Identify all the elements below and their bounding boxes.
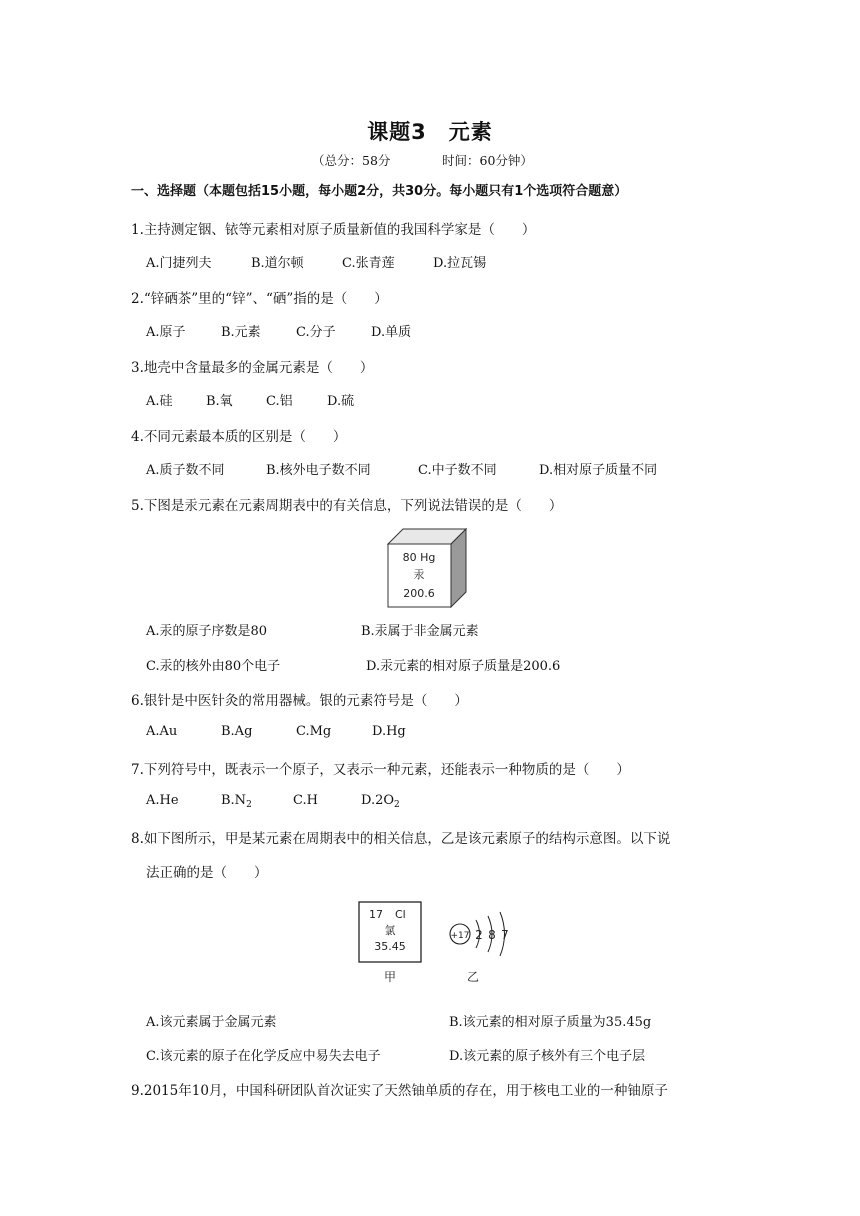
q2-option-b: B.元素: [221, 325, 261, 340]
q7-option-d-text: D.2O: [361, 793, 395, 808]
question-2: 2.“锌硒茶”里的“锌”、“硒”指的是（ ）: [131, 291, 388, 307]
q5-option-c: C.汞的核外由80个电子: [146, 659, 281, 674]
q4-option-b: B.核外电子数不同: [266, 463, 371, 478]
q8-option-d: D.该元素的原子核外有三个电子层: [449, 1049, 646, 1064]
section-heading: 一、选择题（本题包括15小题，每小题2分，共30分。每小题只有1个选项符合题意）: [131, 184, 628, 199]
q8-option-b: B.该元素的相对原子质量为35.45g: [449, 1015, 652, 1030]
question-3: 3.地壳中含量最多的金属元素是（ ）: [131, 360, 374, 376]
q7-option-a: A.He: [146, 793, 179, 808]
q2-option-c: C.分子: [296, 325, 336, 340]
chlorine-figure: [355, 900, 525, 995]
chlorine-name: 氯: [384, 924, 396, 937]
q8-option-a: A.该元素属于金属元素: [146, 1015, 277, 1030]
mercury-element-figure: [387, 528, 467, 608]
q4-option-d: D.相对原子质量不同: [539, 463, 658, 478]
question-7: 7.下列符号中，既表示一个原子，又表示一种元素，还能表示一种物质的是（ ）: [131, 762, 630, 778]
q1-option-d: D.拉瓦锡: [433, 256, 487, 271]
q6-option-c: C.Mg: [296, 724, 332, 739]
time-limit: 时间：60分钟）: [442, 153, 533, 168]
shell-2-electrons: 8: [488, 928, 496, 942]
question-1: 1.主持测定铟、铱等元素相对原子质量新值的我国科学家是（ ）: [131, 222, 536, 238]
total-score: （总分：58分: [312, 153, 391, 168]
q1-option-a: A.门捷列夫: [146, 256, 212, 271]
chlorine-mass: 35.45: [374, 940, 406, 953]
shell-3-electrons: 7: [501, 928, 509, 942]
page-title: 课题3 元素: [367, 120, 493, 144]
question-9: 9.2015年10月，中国科研团队首次证实了天然铀单质的存在，用于核电工业的一种铀原子: [131, 1083, 668, 1099]
question-8-line-1: 8.如下图所示，甲是某元素在周期表中的相关信息，乙是该元素原子的结构示意图。以下说: [131, 831, 671, 847]
q2-option-d: D.单质: [371, 325, 412, 340]
q1-option-c: C.张青莲: [342, 256, 395, 271]
q7-option-d-subscript: 2: [394, 800, 400, 810]
q6-option-b: B.Ag: [221, 724, 253, 739]
question-4: 4.不同元素最本质的区别是（ ）: [131, 429, 347, 445]
q3-option-a: A.硅: [146, 394, 173, 409]
q6-option-a: A.Au: [146, 724, 178, 739]
q5-option-d: D.汞元素的相对原子质量是200.6: [366, 659, 561, 674]
q7-option-b-text: B.N: [221, 793, 247, 808]
figure-label-yi: 乙: [466, 970, 480, 984]
question-8-line-2: 法正确的是（ ）: [146, 865, 268, 881]
q1-option-b: B.道尔顿: [251, 256, 304, 271]
q3-option-b: B.氧: [206, 394, 233, 409]
q3-option-c: C.铝: [266, 394, 293, 409]
q5-option-b: B.汞属于非金属元素: [361, 624, 479, 639]
mercury-name: 汞: [413, 568, 425, 581]
q6-option-d: D.Hg: [372, 724, 406, 739]
q7-option-b-subscript: 2: [246, 800, 252, 810]
chlorine-nucleus-charge: +17: [450, 931, 470, 941]
figure-label-jia: 甲: [383, 970, 397, 984]
q7-option-c: C.H: [293, 793, 318, 808]
q5-option-a: A.汞的原子序数是80: [146, 624, 268, 639]
question-5: 5.下图是汞元素在元素周期表中的有关信息，下列说法错误的是（ ）: [131, 498, 563, 514]
mercury-number-symbol: 80 Hg: [402, 551, 436, 564]
q4-option-c: C.中子数不同: [418, 463, 497, 478]
chlorine-symbol: Cl: [395, 908, 406, 921]
q4-option-a: A.质子数不同: [146, 463, 225, 478]
chlorine-atomic-number: 17: [369, 908, 383, 921]
question-6: 6.银针是中医针灸的常用器械。银的元素符号是（ ）: [131, 693, 468, 709]
q7-option-b: [221, 793, 252, 810]
shell-1-electrons: 2: [475, 928, 483, 942]
q3-option-d: D.硫: [327, 394, 355, 409]
q2-option-a: A.原子: [146, 325, 186, 340]
mercury-mass: 200.6: [403, 587, 435, 600]
q8-option-c: C.该元素的原子在化学反应中易失去电子: [146, 1049, 381, 1064]
q7-option-d: [361, 793, 400, 810]
